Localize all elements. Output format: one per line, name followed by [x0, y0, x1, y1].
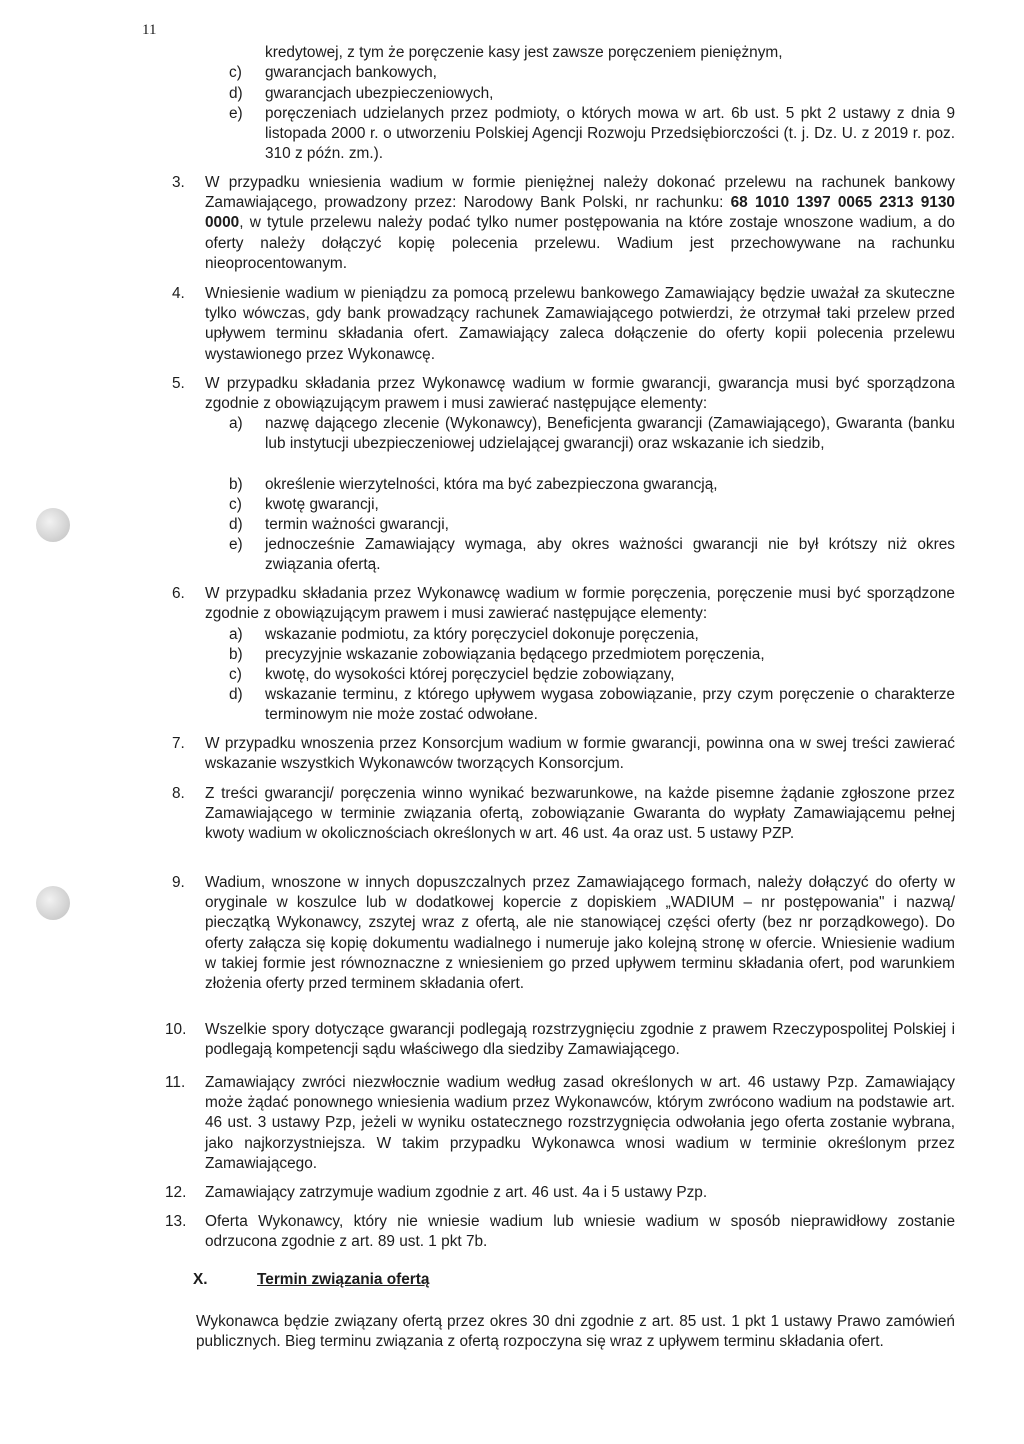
point-11: [165, 1073, 955, 1174]
list-item-text: wskazanie podmiotu, za który poręczyciel dokonuje poręczenia,: [265, 626, 699, 643]
point-8: [172, 784, 955, 845]
intro-line: kredytowej, z tym że poręczenie kasy jest zawsze poręczeniem pieniężnym,: [265, 44, 783, 61]
point-9: [172, 873, 955, 994]
list-item-text: termin ważności gwarancji,: [265, 516, 449, 533]
list-item-label: b): [229, 646, 243, 663]
point-4: [172, 284, 955, 365]
list-item-text: gwarancjach ubezpieczeniowych,: [265, 85, 494, 102]
point-3: [172, 173, 955, 274]
list-item-label: b): [229, 476, 243, 493]
point-10: [165, 1020, 955, 1060]
list-item-text: gwarancjach bankowych,: [265, 64, 437, 81]
list-item: [229, 104, 955, 165]
list-item-label: e): [229, 536, 243, 553]
point-text: [205, 173, 955, 274]
point-text: Zamawiający zwróci niezwłocznie wadium według zasad określonych w art. 46 ustawy Pzp. Zamawiający może żądać ponownego wniesienia wadium przez Wykonawców, którym zwrócono wadium na podstawie art. 46 ust. 3 ustawy Pzp, jeżeli w wyniku ostatecznego rozstrzygnięcia odwołania jego oferta zostanie wybrana, jako najkorzystniejsza. W takim przypadku Wykonawca wnosi wadium w terminie określonym przez Zamawiającego.: [205, 1074, 955, 1172]
list-item: [229, 665, 955, 685]
punch-hole: [36, 886, 70, 920]
list-item-text: określenie wierzytelności, która ma być zabezpieczona gwarancją,: [265, 476, 718, 493]
point-number: 4.: [172, 285, 185, 302]
list-item: [229, 645, 955, 665]
point-number: 3.: [172, 174, 185, 191]
point-13: [165, 1212, 955, 1252]
section-paragraph: Wykonawca będzie związany ofertą przez okres 30 dni zgodnie z art. 85 ust. 1 pkt 1 ustawy Prawo zamówień publicznych. Bieg terminu związania z ofertą rozpoczyna się wraz z upływem terminu składania ofert.: [196, 1313, 955, 1351]
point-number: 7.: [172, 735, 185, 752]
list-item: [229, 625, 955, 645]
point-number: 6.: [172, 585, 185, 602]
point-text-part: , w tytule przelewu należy podać tylko numer postępowania na które zostaje wnoszone wadium, a do oferty należy dołączyć kopię polecenia przelewu. Wadium jest przechowywane na rachunku nieoprocentowanym.: [205, 214, 955, 272]
list-item: [229, 414, 955, 454]
list-item-label: c): [229, 666, 242, 683]
point-number: 13.: [165, 1213, 187, 1230]
point-number: 9.: [172, 874, 185, 891]
list-item-text: poręczeniach udzielanych przez podmioty, o których mowa w art. 6b ust. 5 pkt 2 ustawy z dnia 9 listopada 2000 r. o utworzeniu Polskiej Agencji Rozwoju Przedsiębiorczości (t. j. Dz. U. z 2019 r. poz. 310 z późn. zm.).: [265, 105, 955, 163]
list-item-label: d): [229, 516, 243, 533]
point-7: [172, 734, 955, 774]
list-item: [229, 685, 955, 725]
point-number: 10.: [165, 1021, 187, 1038]
point-text: W przypadku składania przez Wykonawcę wadium w formie gwarancji, gwarancja musi być sporządzona zgodnie z obowiązującym prawem i musi zawierać następujące elementy:: [205, 375, 955, 413]
list-item-text: kwotę gwarancji,: [265, 496, 379, 513]
point-text: W przypadku składania przez Wykonawcę wadium w formie poręczenia, poręczenie musi być sporządzone zgodnie z obowiązującym prawem i musi zawierać następujące elementy:: [205, 585, 955, 623]
point-number: 11.: [165, 1074, 186, 1091]
section-heading: [193, 1271, 430, 1289]
point-text: W przypadku wnoszenia przez Konsorcjum wadium w formie gwarancji, powinna ona w swej treści zawierać wskazanie wszystkich Wykonawców tworzących Konsorcjum.: [205, 735, 955, 773]
point-5: [172, 374, 955, 414]
list-item-label: c): [229, 64, 242, 81]
punch-hole: [36, 508, 70, 542]
point-text-part: W przypadku wniesienia wadium w formie pieniężnej należy dokonać przelewu na rachunek bankowy Zamawiającego, prowadzony przez: Narodowy Bank Polski, nr rachunku:: [205, 174, 955, 212]
section-title: Termin związania ofertą: [257, 1271, 430, 1288]
point-text: Oferta Wykonawcy, który nie wniesie wadium lub wniesie wadium w sposób nieprawidłowy zostanie odrzucona zgodnie z art. 89 ust. 1 pkt 7b.: [205, 1213, 955, 1251]
list-item-label: e): [229, 105, 243, 122]
list-item-label: a): [229, 415, 243, 432]
point-text: Z treści gwarancji/ poręczenia winno wynikać bezwarunkowe, na każde pisemne żądanie zgłoszone przez Zamawiającego w terminie związania ofertą, zobowiązanie Gwaranta do wypłaty Zamawiającemu pełnej kwoty wadium w okolicznościach określonych w art. 46 ust. 4a oraz ust. 5 ustawy PZP.: [205, 785, 955, 843]
list-item: [229, 535, 955, 575]
list-item-label: c): [229, 496, 242, 513]
list-item-label: d): [229, 686, 243, 703]
bank-account-number: 68 1010 1397 0065 2313 9130 0000: [205, 194, 955, 232]
point-text: Wniesienie wadium w pieniądzu za pomocą przelewu bankowego Zamawiający będzie uważał za skuteczne tylko wówczas, gdy bank prowadzący rachunek Zamawiającego potwierdzi, że otrzymał taki przelew przed upływem terminu składania ofert. Zamawiający zaleca dołączenie do oferty kopii polecenia przelewu wystawionego przez Wykonawcę.: [205, 285, 955, 363]
point-text: Wszelkie spory dotyczące gwarancji podlegają rozstrzygnięciu zgodnie z prawem Rzeczypospolitej Polskiej i podlegają kompetencji sądu właściwego dla siedziby Zamawiającego.: [205, 1021, 955, 1059]
list-item-label: d): [229, 85, 243, 102]
point-number: 5.: [172, 375, 185, 392]
point-12: [165, 1183, 955, 1203]
list-item: [229, 84, 955, 104]
point-6: [172, 584, 955, 624]
list-item: [229, 63, 955, 83]
list-item: [229, 495, 955, 515]
point-text: Wadium, wnoszone w innych dopuszczalnych przez Zamawiającego formach, należy dołączyć do oferty w oryginale w koszulce lub w dodatkowej kopercie z dopiskiem „WADIUM – nr postępowania" i nazwą/ pieczątką Wykonawcy, zszytej wraz z ofertą, ale nie stanowiącej części oferty (bez nr porządkowego). Do oferty załącza się kopię dokumentu wadialnego i numeruje jako kolejną stronę w ofercie. Wniesienie wadium w takiej formie jest równoznaczne z wniesieniem go przed upływem terminu składania ofert, pod warunkiem złożenia oferty przed terminem składania ofert.: [205, 874, 955, 993]
list-item-label: a): [229, 626, 243, 643]
list-item: [229, 515, 955, 535]
point-number: 8.: [172, 785, 185, 802]
list-item-text: jednocześnie Zamawiający wymaga, aby okres ważności gwarancji nie był krótszy niż okres związania ofertą.: [265, 536, 955, 574]
point-text: Zamawiający zatrzymuje wadium zgodnie z art. 46 ust. 4a i 5 ustawy Pzp.: [205, 1184, 708, 1201]
page-number: 11: [142, 22, 157, 38]
section-number: X.: [193, 1271, 208, 1288]
list-item-text: wskazanie terminu, z którego upływem wygasa zobowiązanie, przy czym poręczenie o charakterze terminowym nie może zostać odwołane.: [265, 686, 955, 724]
list-item-text: precyzyjnie wskazanie zobowiązania będącego przedmiotem poręczenia,: [265, 646, 765, 663]
list-item: [229, 475, 955, 495]
list-item-text: nazwę dającego zlecenie (Wykonawcy), Beneficjenta gwarancji (Zamawiającego), Gwaranta (banku lub instytucji ubezpieczeniowej udzielającej gwarancji) oraz wskazanie ich siedzib,: [265, 415, 955, 453]
point-number: 12.: [165, 1184, 187, 1201]
list-item-text: kwotę, do wysokości której poręczyciel będzie zobowiązany,: [265, 666, 675, 683]
